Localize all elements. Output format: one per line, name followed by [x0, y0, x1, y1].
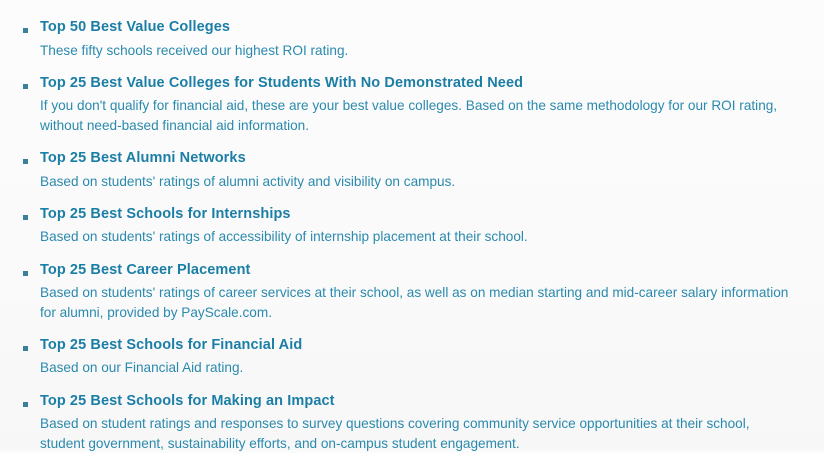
list-item	[14, 18, 794, 60]
ranking-link[interactable]: Top 25 Best Schools for Financial Aid	[40, 336, 303, 353]
list-item	[14, 336, 794, 378]
ranking-description	[40, 283, 794, 322]
square-bullet-icon	[23, 159, 28, 164]
square-bullet-icon	[23, 215, 28, 220]
square-bullet-icon	[23, 28, 28, 33]
ranking-description	[40, 227, 794, 246]
inline-link[interactable]: PayScale.com	[181, 304, 269, 320]
square-bullet-icon	[23, 346, 28, 351]
ranking-link[interactable]: Top 25 Best Career Placement	[40, 261, 251, 278]
ranking-description	[40, 414, 794, 453]
description-text: Based on students' ratings of accessibility of internship placement at their school.	[40, 229, 528, 245]
ranking-link[interactable]: Top 25 Best Value Colleges for Students With No Demonstrated Need	[40, 74, 524, 91]
ranking-description	[40, 41, 794, 60]
ranking-description	[40, 172, 794, 191]
inline-link[interactable]: ROI	[282, 42, 307, 58]
ranking-description	[40, 358, 794, 377]
ranking-list	[14, 18, 794, 453]
inline-link[interactable]: ROI	[711, 98, 736, 114]
square-bullet-icon	[23, 402, 28, 407]
inline-link[interactable]: Financial Aid	[124, 360, 202, 376]
description-text: rating.	[201, 360, 244, 376]
list-item	[14, 74, 794, 135]
description-text: These fifty schools received our highest	[40, 42, 283, 58]
description-text: .	[268, 304, 272, 320]
ranking-description	[40, 96, 794, 135]
description-text: Based on students' ratings of career services at their school, as well as on median starting and mid-career salary information for alumni, provided by	[40, 285, 789, 320]
ranking-link[interactable]: Top 50 Best Value Colleges	[40, 19, 231, 35]
description-text: Based on student ratings and responses to survey questions covering community service opportunities at their school, student government, sustainability efforts, and on-campus student engagement.	[40, 416, 750, 451]
description-text: rating, without need-based financial aid information.	[40, 98, 778, 133]
ranking-link[interactable]: Top 25 Best Schools for Making an Impact	[40, 392, 335, 409]
list-item	[14, 205, 794, 247]
description-text: If you don't qualify for financial aid, these are your best value colleges. Based on the same methodology for our	[40, 98, 712, 114]
list-item	[14, 261, 794, 322]
description-text: Based on students' ratings of alumni activity and visibility on campus.	[40, 173, 456, 189]
square-bullet-icon	[23, 84, 28, 89]
ranking-link[interactable]: Top 25 Best Alumni Networks	[40, 150, 246, 167]
ranking-link[interactable]: Top 25 Best Schools for Internships	[40, 205, 291, 222]
list-item	[14, 149, 794, 191]
square-bullet-icon	[23, 271, 28, 276]
list-item	[14, 392, 794, 453]
description-text: Based on our	[40, 360, 125, 376]
description-text: rating.	[306, 42, 349, 58]
